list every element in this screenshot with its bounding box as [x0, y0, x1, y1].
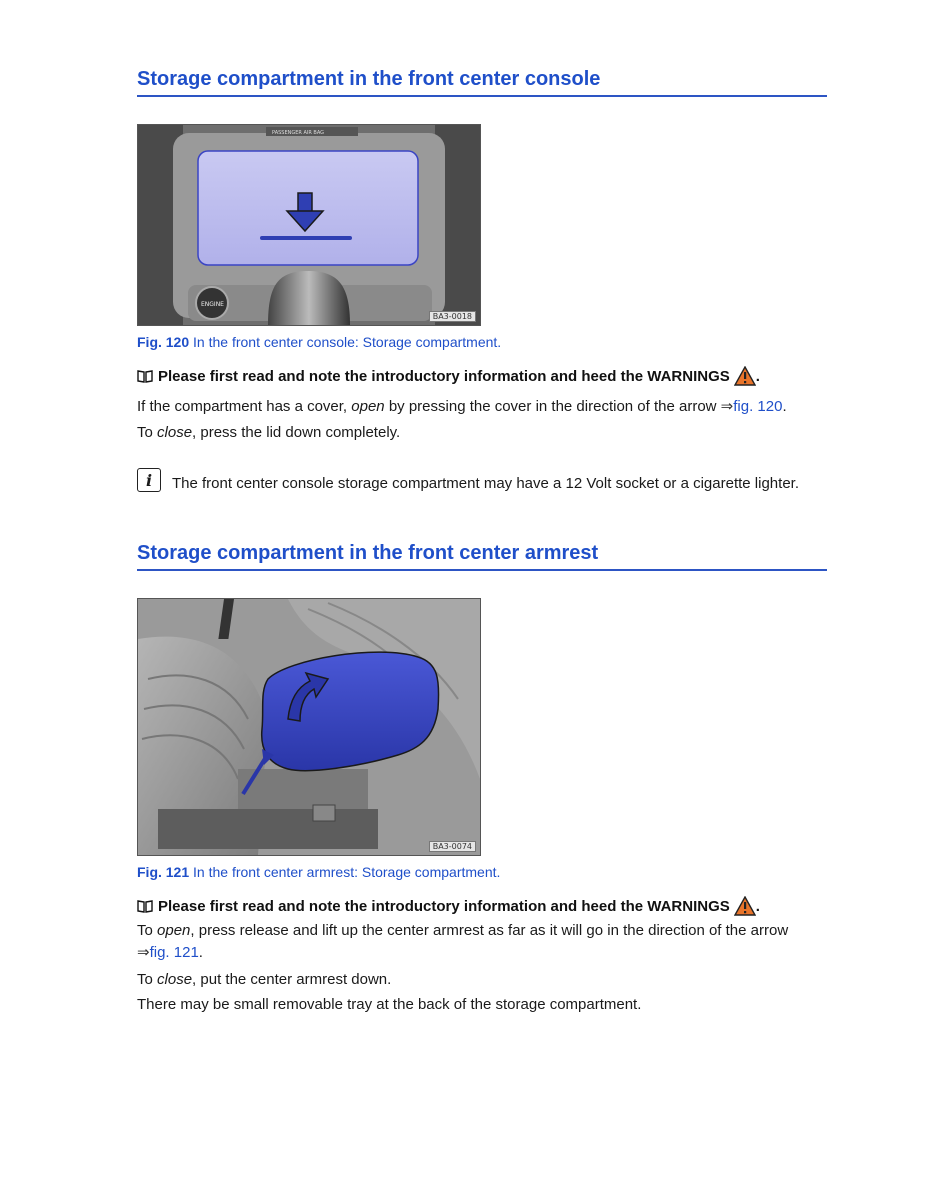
paragraph-tray: There may be small removable tray at the back of the storage compartment. — [137, 996, 642, 1013]
airbag-label: PASSENGER AIR BAG — [272, 130, 325, 136]
paragraph-open-armrest: To open, press release and lift up the center armrest as far as it will go in the direction of the arrow ⇒fig. 121. — [137, 922, 789, 961]
fig-120-link[interactable]: fig. 120 — [733, 398, 783, 415]
warning-note: Please first read and note the introductory information and heed the WARNINGS . — [137, 366, 760, 386]
info-note: i The front center console storage compartment may have a 12 Volt socket or a cigarette lighter. — [137, 468, 799, 492]
figure-caption-121: Fig. 121 In the front center armrest: Storage compartment. — [137, 864, 501, 880]
seat-belt-buckle — [313, 805, 335, 821]
fig-121-link[interactable]: fig. 121 — [149, 944, 199, 961]
armrest-illustration — [138, 599, 480, 855]
svg-text:ENGINE: ENGINE — [201, 301, 224, 308]
section-heading-console: Storage compartment in the front center console — [137, 68, 827, 97]
figure-120 — [137, 124, 481, 326]
book-icon — [137, 899, 153, 913]
press-line — [260, 236, 352, 240]
warning-note: Please first read and note the introductory information and heed the WARNINGS . — [137, 896, 760, 916]
console-illustration — [138, 125, 480, 325]
info-icon: i — [137, 468, 161, 492]
book-icon — [137, 369, 153, 383]
section-heading-armrest: Storage compartment in the front center armrest — [137, 542, 827, 571]
figure-caption-120: Fig. 120 In the front center console: Storage compartment. — [137, 334, 502, 350]
figure-badge: BA3-0018 — [429, 311, 476, 322]
paragraph-close-armrest: To close, put the center armrest down. — [137, 971, 392, 988]
warning-triangle-icon[interactable] — [734, 896, 756, 916]
paragraph-close-console: To close, press the lid down completely. — [137, 424, 401, 441]
warning-triangle-icon[interactable] — [734, 366, 756, 386]
figure-121 — [137, 598, 481, 856]
figure-badge: BA3-0074 — [429, 841, 476, 852]
paragraph-open-console: If the compartment has a cover, open by pressing the cover in the direction of the arrow ⇒fig. 120. — [137, 398, 787, 415]
